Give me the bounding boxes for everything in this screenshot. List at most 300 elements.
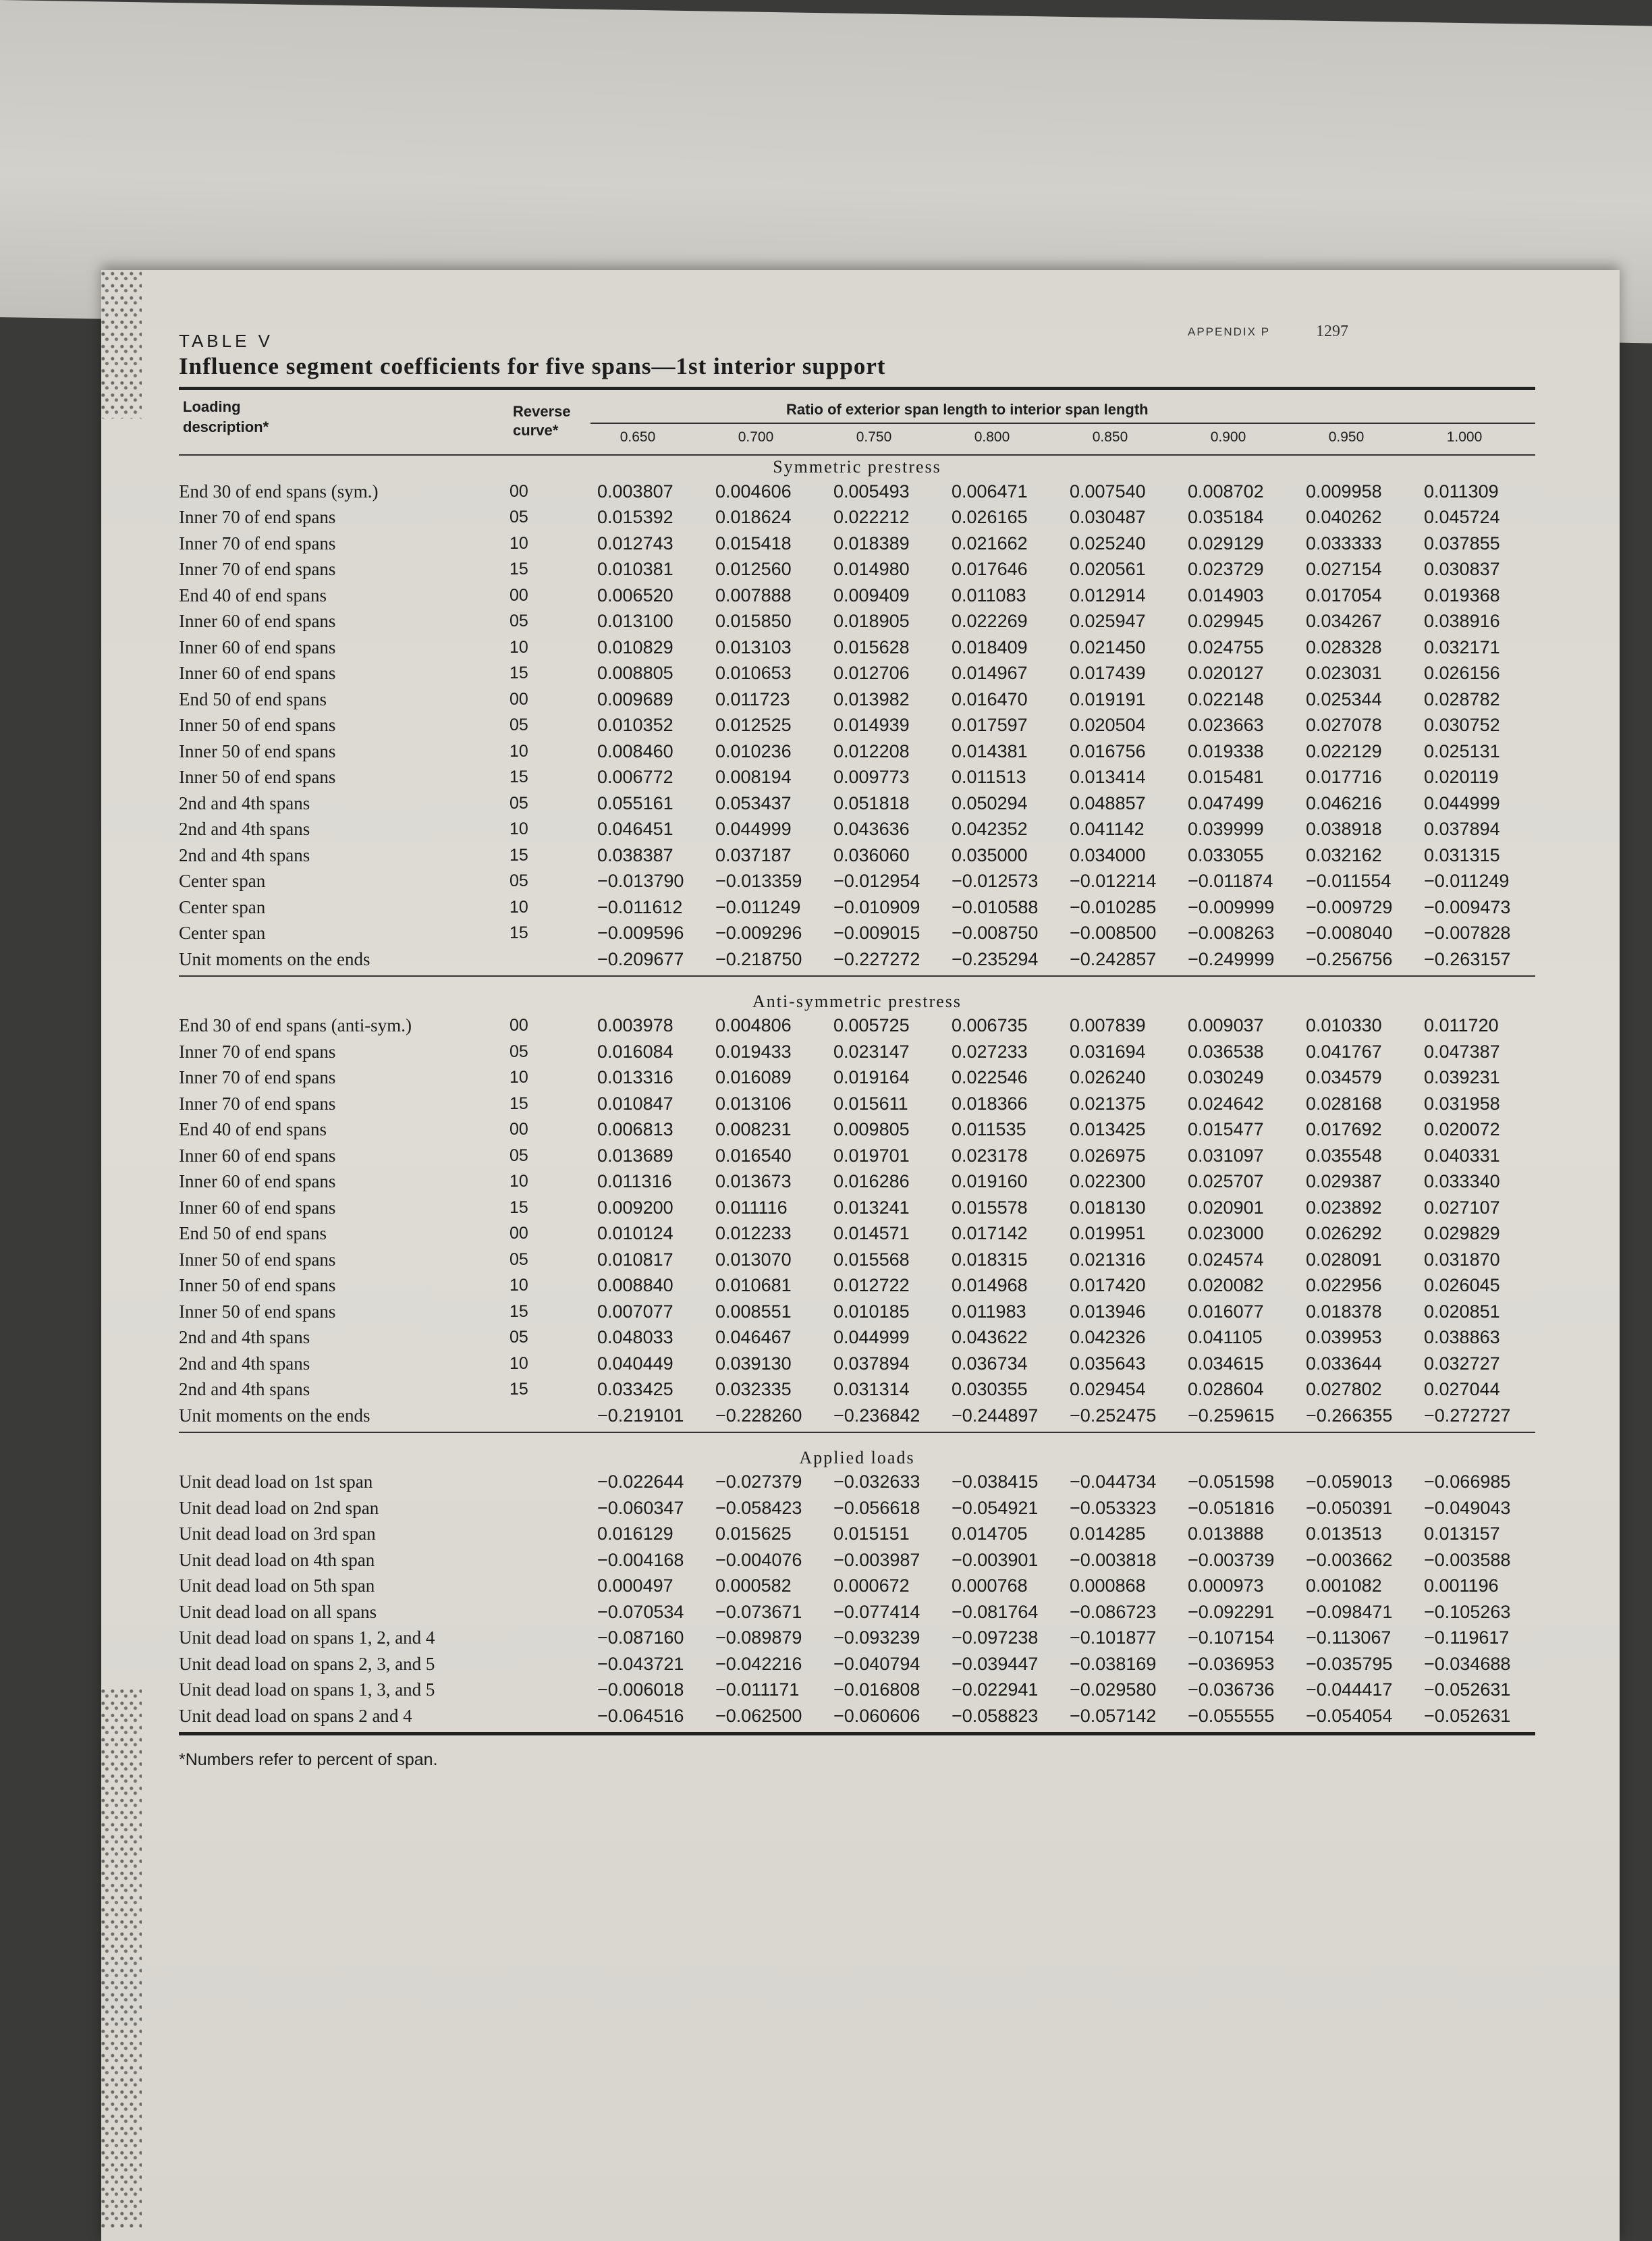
reverse-curve-value [503,1495,597,1521]
coefficient-cell: 0.020504 [1070,715,1146,736]
coefficient-cell: −0.073671 [715,1601,802,1622]
table-row [179,738,1542,765]
coefficient-cell: 0.022956 [1306,1275,1382,1296]
coefficient-cell: 0.016077 [1188,1301,1264,1322]
coefficient-cell: 0.021662 [952,533,1028,554]
coefficient-cell: −0.022644 [597,1472,684,1492]
coefficient-cell: −0.003662 [1306,1549,1393,1570]
coefficient-cell: 0.026156 [1424,663,1500,684]
coefficient-cell: 0.015481 [1188,767,1264,788]
coefficient-cell: 0.043622 [952,1327,1028,1348]
coefficient-cell: 0.011316 [597,1171,672,1192]
coefficient-cell: −0.003901 [952,1549,1039,1570]
coefficient-cell: 0.015392 [597,507,673,528]
coefficient-cell: −0.008750 [952,923,1039,944]
coefficient-cell: 0.010330 [1306,1015,1382,1036]
coefficient-cell: 0.020072 [1424,1119,1500,1140]
coefficient-cell: −0.007828 [1424,923,1511,944]
reverse-curve-value: 15 [510,1197,528,1217]
loading-description: Unit dead load on 5th span [179,1575,375,1596]
coefficient-cell: 0.020901 [1188,1197,1264,1218]
coefficient-cell: 0.015151 [833,1523,910,1544]
column-header: 0.800 [974,429,1010,445]
coefficient-cell: −0.010285 [1070,896,1157,917]
coefficient-cell: 0.038387 [597,844,673,865]
coefficient-cell: −0.086723 [1070,1601,1157,1622]
table-caption: Influence segment coefficients for five spans—1st interior support [179,353,886,379]
coefficient-cell: −0.003588 [1424,1549,1511,1570]
loading-description: 2nd and 4th spans [179,1327,310,1348]
coefficient-cell: 0.034267 [1306,611,1382,632]
coefficient-cell: −0.011249 [715,896,801,917]
coefficient-cell: 0.032162 [1306,844,1382,865]
footnote: *Numbers refer to percent of span. [179,1750,438,1769]
reverse-curve-value: 10 [510,533,528,553]
reverse-curve-value: 15 [510,1094,528,1113]
section-title: Anti-symmetric prestress [752,991,962,1011]
coefficient-cell: 0.037187 [715,844,792,865]
coefficient-cell: 0.036538 [1188,1041,1264,1062]
coefficient-cell: 0.041767 [1306,1041,1382,1062]
coefficient-cell: 0.034000 [1070,844,1146,865]
coefficient-cell: 0.035000 [952,844,1028,865]
coefficient-cell: 0.017716 [1306,767,1382,788]
coefficient-cell: 0.000672 [833,1575,910,1596]
running-head: APPENDIX P [1188,325,1271,338]
coefficient-cell: 0.040331 [1424,1145,1500,1166]
reverse-curve-value: 00 [510,1016,528,1035]
reverse-curve-value: 10 [510,1353,528,1373]
reverse-curve-value: 10 [510,819,528,839]
reverse-curve-value [503,1625,597,1652]
coefficient-cell: 0.033425 [597,1379,673,1400]
coefficient-cell: 0.042352 [952,819,1028,840]
coefficient-cell: 0.010847 [597,1093,673,1114]
loading-description: Inner 50 of end spans [179,767,336,788]
coefficient-cell: 0.022546 [952,1067,1028,1088]
coefficient-cell: 0.027802 [1306,1379,1382,1400]
reverse-curve-value: 05 [510,1249,528,1269]
coefficient-cell: 0.027078 [1306,715,1382,736]
table-row [179,479,1542,505]
loading-description: End 40 of end spans [179,585,327,605]
loading-description: 2nd and 4th spans [179,1379,310,1400]
coefficient-cell: −0.027379 [715,1472,802,1492]
coefficient-cell: 0.008231 [715,1119,792,1140]
table-row [179,1599,1542,1625]
coefficient-cell: −0.004076 [715,1549,802,1570]
coefficient-cell: 0.013241 [833,1197,910,1218]
coefficient-cell: −0.236842 [833,1405,920,1426]
coefficient-cell: 0.016286 [833,1171,910,1192]
coefficient-cell: 0.015850 [715,611,792,632]
coefficient-cell: 0.033644 [1306,1353,1382,1374]
coefficient-cell: −0.032633 [833,1472,920,1492]
coefficient-cell: 0.020082 [1188,1275,1264,1296]
coefficient-cell: −0.218750 [715,948,802,969]
column-header: 0.950 [1328,429,1365,445]
coefficient-cell: 0.040262 [1306,507,1382,528]
section-table [179,479,1542,973]
loading-description: Inner 70 of end spans [179,1041,336,1062]
coefficient-cell: 0.012208 [833,740,910,761]
coefficient-cell: 0.020119 [1424,767,1499,788]
coefficient-cell: 0.010124 [597,1223,673,1244]
coefficient-cell: 0.006813 [597,1119,673,1140]
coefficient-cell: −0.105263 [1424,1601,1511,1622]
column-header: 0.700 [738,429,774,445]
page-edge-speckle [101,270,142,418]
page-edge-speckle [101,1688,142,2228]
coefficient-cell: −0.087160 [597,1627,684,1648]
coefficient-cell: 0.013689 [597,1145,673,1166]
table-row [179,1325,1542,1351]
coefficient-cell: 0.011723 [715,688,790,709]
coefficient-cell: 0.011309 [1424,481,1499,502]
table-row [179,1403,1542,1429]
coefficient-cell: −0.009473 [1424,896,1511,917]
coefficient-cell: 0.025240 [1070,533,1146,554]
coefficient-cell: 0.008194 [715,767,792,788]
coefficient-cell: 0.010681 [715,1275,792,1296]
coefficient-cell: 0.029829 [1424,1223,1500,1244]
coefficient-cell: −0.235294 [952,948,1039,969]
coefficient-cell: −0.043721 [597,1653,684,1674]
coefficient-cell: 0.016084 [597,1041,673,1062]
table-row [179,1273,1542,1299]
coefficient-cell: 0.003978 [597,1015,673,1036]
coefficient-cell: −0.008263 [1188,923,1275,944]
coefficient-cell: 0.010829 [597,637,673,657]
reverse-curve-value: 05 [510,1328,528,1347]
coefficient-cell: 0.048857 [1070,792,1146,813]
coefficient-cell: 0.019368 [1424,585,1500,605]
coefficient-cell: 0.004606 [715,481,792,502]
coefficient-cell: 0.033333 [1306,533,1382,554]
coefficient-cell: 0.018624 [715,507,792,528]
loading-description: Inner 60 of end spans [179,637,336,657]
coefficient-cell: −0.259615 [1188,1405,1275,1426]
coefficient-cell: −0.062500 [715,1705,802,1726]
coefficient-cell: 0.029387 [1306,1171,1382,1192]
coefficient-cell: 0.028328 [1306,637,1382,657]
coefficient-cell: −0.052631 [1424,1705,1511,1726]
coefficient-cell: −0.010909 [833,896,920,917]
coefficient-cell: −0.011249 [1424,871,1510,892]
coefficient-cell: 0.031870 [1424,1249,1500,1270]
coefficient-cell: −0.008500 [1070,923,1157,944]
coefficient-cell: 0.028091 [1306,1249,1382,1270]
coefficient-cell: 0.011513 [952,767,1026,788]
loading-description: Inner 50 of end spans [179,715,336,736]
coefficient-cell: 0.018409 [952,637,1028,657]
coefficient-cell: −0.227272 [833,948,920,969]
coefficient-cell: 0.010817 [597,1249,673,1270]
coefficient-cell: −0.081764 [952,1601,1039,1622]
coefficient-cell: 0.008551 [715,1301,792,1322]
table-label: TABLE V [179,331,274,351]
coefficient-cell: −0.055555 [1188,1705,1275,1726]
table-row [179,1117,1542,1143]
coefficient-cell: 0.009958 [1306,481,1382,502]
section-title: Applied loads [799,1447,915,1467]
coefficient-cell: −0.013790 [597,871,684,892]
column-header: 0.900 [1210,429,1246,445]
coefficient-cell: −0.012954 [833,871,920,892]
coefficient-cell: −0.038169 [1070,1653,1157,1674]
loading-description: Inner 70 of end spans [179,559,336,580]
section-gap [179,977,1562,990]
coefficient-cell: 0.031314 [833,1379,910,1400]
reverse-curve-value [503,1469,597,1496]
coefficient-cell: 0.028782 [1424,688,1500,709]
coefficient-cell: −0.009999 [1188,896,1275,917]
loading-description: Center span [179,896,266,917]
coefficient-cell: 0.014705 [952,1523,1028,1544]
coefficient-cell: 0.021450 [1070,637,1146,657]
coefficient-cell: −0.056618 [833,1497,920,1518]
loading-description: Unit dead load on spans 1, 3, and 5 [179,1679,435,1700]
coefficient-cell: 0.018366 [952,1093,1028,1114]
table-row [179,1547,1542,1573]
coefficient-cell: −0.029580 [1070,1679,1157,1700]
reverse-curve-value [503,1547,597,1573]
coefficient-cell: 0.043636 [833,819,910,840]
coefficient-cell: −0.070534 [597,1601,684,1622]
table-row [179,1351,1542,1377]
coefficient-cell: −0.219101 [597,1405,684,1426]
coefficient-cell: 0.026165 [952,507,1028,528]
coefficient-cell: 0.013103 [715,637,792,657]
table-row [179,634,1542,661]
coefficient-cell: 0.038918 [1306,819,1382,840]
coefficient-cell: 0.014968 [952,1275,1028,1296]
table-row [179,713,1542,739]
coefficient-cell: 0.039130 [715,1353,792,1374]
coefficient-cell: 0.025707 [1188,1171,1264,1192]
coefficient-cell: −0.009015 [833,923,920,944]
coefficient-cell: 0.017646 [952,559,1028,580]
coefficient-cell: −0.058423 [715,1497,802,1518]
coefficient-cell: 0.004806 [715,1015,792,1036]
coefficient-cell: 0.041142 [1070,819,1145,840]
loading-description: 2nd and 4th spans [179,1353,310,1374]
table-row [179,661,1542,687]
coefficient-cell: −0.022941 [952,1679,1039,1700]
coefficient-cell: 0.006520 [597,585,673,605]
coefficient-cell: 0.024755 [1188,637,1264,657]
coefficient-cell: −0.054921 [952,1497,1039,1518]
table-header [179,390,1535,454]
table-row [179,1065,1542,1091]
coefficient-cell: 0.007540 [1070,481,1146,502]
coefficient-cell: −0.060606 [833,1705,920,1726]
table-row [179,1469,1542,1496]
coefficient-cell: −0.039447 [952,1653,1039,1674]
coefficient-cell: 0.023178 [952,1145,1028,1166]
coefficient-cell: 0.023147 [833,1041,910,1062]
reverse-curve-value [503,1521,597,1548]
loading-description: Inner 70 of end spans [179,533,336,554]
coefficient-cell: 0.022212 [833,507,910,528]
loading-description: Inner 50 of end spans [179,1275,336,1296]
coefficient-cell: 0.010381 [597,559,673,580]
coefficient-cell: 0.017420 [1070,1275,1146,1296]
loading-description: Inner 50 of end spans [179,740,336,761]
reverse-curve-value [503,1573,597,1600]
coefficient-cell: 0.037894 [833,1353,910,1374]
coefficient-cell: 0.000582 [715,1575,792,1596]
coefficient-cell: 0.007888 [715,585,792,605]
coefficient-cell: 0.019701 [833,1145,910,1166]
coefficient-cell: 0.027233 [952,1041,1028,1062]
coefficient-cell: 0.030837 [1424,559,1500,580]
loading-description: 2nd and 4th spans [179,819,310,840]
coefficient-cell: 0.050294 [952,792,1028,813]
coefficient-cell: 0.011535 [952,1119,1026,1140]
loading-description: Center span [179,923,266,944]
coefficient-cell: −0.060347 [597,1497,684,1518]
table-row [179,1195,1542,1221]
coefficient-cell: 0.033055 [1188,844,1264,865]
coefficient-cell: 0.016129 [597,1523,673,1544]
coefficient-cell: 0.019164 [833,1067,910,1088]
loading-description: End 50 of end spans [179,1223,327,1244]
column-header: 0.650 [620,429,656,445]
coefficient-cell: 0.009409 [833,585,910,605]
coefficient-cell: 0.001196 [1424,1575,1499,1596]
coefficient-cell: 0.018905 [833,611,910,632]
coefficient-cell: 0.013982 [833,688,910,709]
coefficient-cell: −0.107154 [1188,1627,1275,1648]
coefficient-cell: 0.006772 [597,767,673,788]
coefficient-cell: 0.013157 [1424,1523,1500,1544]
coefficient-cell: 0.026975 [1070,1145,1146,1166]
column-header: 1.000 [1446,429,1483,445]
coefficient-cell: 0.023892 [1306,1197,1382,1218]
coefficient-cell: 0.007077 [597,1301,673,1322]
coefficient-cell: 0.040449 [597,1353,673,1374]
coefficient-cell: 0.024642 [1188,1093,1264,1114]
coefficient-cell: −0.034688 [1424,1653,1511,1674]
coefficient-cell: 0.041105 [1188,1327,1263,1348]
reverse-curve-value: 15 [510,923,528,943]
coefficient-cell: 0.015418 [715,533,792,554]
coefficient-cell: 0.013106 [715,1093,792,1114]
coefficient-cell: 0.013425 [1070,1119,1146,1140]
coefficient-cell: −0.009296 [715,923,802,944]
coefficient-cell: 0.019951 [1070,1223,1146,1244]
coefficient-cell: −0.256756 [1306,948,1393,969]
coefficient-cell: −0.101877 [1070,1627,1157,1648]
coefficient-cell: −0.011171 [715,1679,800,1700]
loading-description: Unit dead load on 4th span [179,1549,375,1570]
section-table [179,1013,1542,1429]
coefficient-cell: 0.019160 [952,1171,1028,1192]
coefficient-cell: 0.010236 [715,740,792,761]
coefficient-cell: 0.039953 [1306,1327,1382,1348]
table-row [179,894,1542,921]
column-header: 0.750 [856,429,892,445]
section-table [179,1469,1542,1729]
coefficient-cell: −0.209677 [597,948,684,969]
coefficient-cell: 0.027044 [1424,1379,1500,1400]
coefficient-cell: 0.009037 [1188,1015,1264,1036]
coefficient-cell: 0.011083 [952,585,1026,605]
coefficient-cell: 0.030487 [1070,507,1146,528]
coefficient-cell: −0.050391 [1306,1497,1393,1518]
coefficient-cell: 0.024574 [1188,1249,1264,1270]
coefficient-cell: 0.012525 [715,715,792,736]
coefficient-cell: 0.019338 [1188,740,1264,761]
table-row [179,1247,1542,1273]
coefficient-cell: 0.046467 [715,1327,792,1348]
coefficient-cell: 0.018389 [833,533,910,554]
coefficient-cell: 0.003807 [597,481,673,502]
coefficient-cell: 0.035548 [1306,1145,1382,1166]
coefficient-cell: 0.031097 [1188,1145,1264,1166]
coefficient-cell: 0.028604 [1188,1379,1264,1400]
loading-description: Inner 50 of end spans [179,1249,336,1270]
coefficient-cell: 0.032171 [1424,637,1500,657]
coefficient-cell: 0.000973 [1188,1575,1264,1596]
table-row [179,1221,1542,1247]
coefficient-cell: 0.010352 [597,715,673,736]
reverse-curve-value: 10 [510,637,528,657]
reverse-curve-value [503,1651,597,1677]
table-row [179,531,1542,557]
coefficient-cell: −0.003818 [1070,1549,1157,1570]
table-row [179,1495,1542,1521]
coefficient-cell: 0.031694 [1070,1041,1146,1062]
coefficient-cell: 0.012233 [715,1223,792,1244]
coefficient-cell: 0.005725 [833,1015,910,1036]
loading-description: End 40 of end spans [179,1119,327,1140]
coefficient-cell: 0.044999 [833,1327,910,1348]
coefficient-cell: 0.008702 [1188,481,1264,502]
coefficient-cell: −0.036953 [1188,1653,1275,1674]
coefficient-cell: 0.014980 [833,559,910,580]
coefficient-cell: 0.019433 [715,1041,792,1062]
coefficient-cell: 0.021375 [1070,1093,1146,1114]
coefficient-cell: 0.016089 [715,1067,792,1088]
reverse-curve-value [503,946,597,973]
table-row [179,1169,1542,1195]
coefficient-cell: 0.015628 [833,637,910,657]
reverse-curve-value: 05 [510,612,528,631]
table-row [179,1651,1542,1677]
coefficient-cell: 0.013888 [1188,1523,1264,1544]
reverse-curve-value [503,1677,597,1704]
coefficient-cell: −0.036736 [1188,1679,1275,1700]
coefficient-cell: 0.029129 [1188,533,1264,554]
loading-description: Inner 60 of end spans [179,663,336,684]
coefficient-cell: 0.015568 [833,1249,910,1270]
coefficient-cell: 0.006471 [952,481,1028,502]
table-row [179,1573,1542,1600]
reverse-curve-value: 15 [510,845,528,865]
table-row [179,1377,1542,1403]
coefficient-cell: 0.000868 [1070,1575,1146,1596]
coefficient-cell: −0.089879 [715,1627,802,1648]
loading-description: Inner 50 of end spans [179,1301,336,1322]
coefficient-cell: −0.010588 [952,896,1039,917]
coefficient-cell: 0.013070 [715,1249,792,1270]
loading-description: Inner 60 of end spans [179,611,336,632]
coefficient-cell: 0.037855 [1424,533,1500,554]
table-row [179,817,1542,843]
coefficient-cell: 0.035184 [1188,507,1264,528]
